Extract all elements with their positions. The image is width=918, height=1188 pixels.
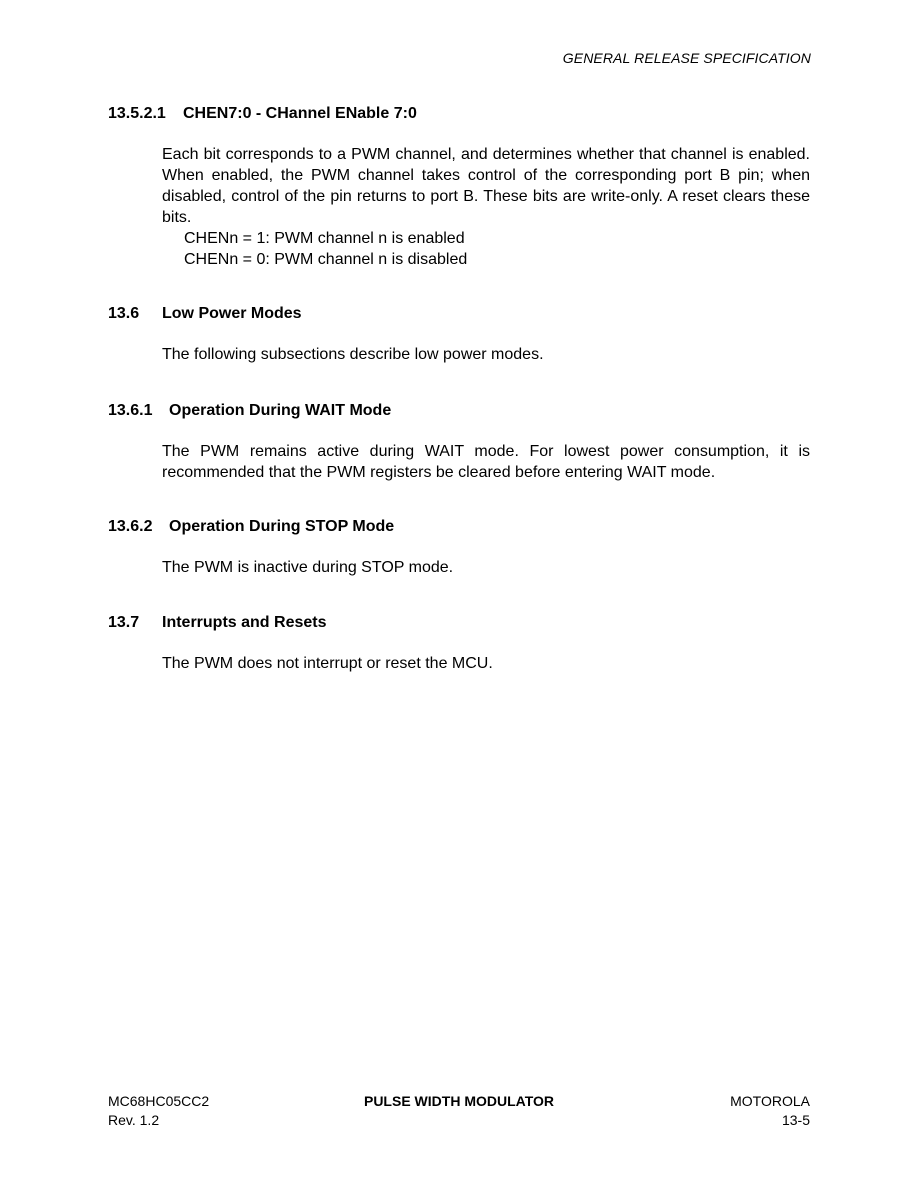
section-title: Interrupts and Resets	[162, 614, 327, 631]
section-number: 13.7	[108, 614, 140, 631]
section-heading-13-6	[108, 305, 302, 323]
running-header: GENERAL RELEASE SPECIFICATION	[562, 50, 811, 66]
paragraph: The PWM is inactive during STOP mode.	[162, 559, 454, 576]
section-number: 13.6	[108, 305, 140, 322]
section-title: Low Power Modes	[162, 305, 302, 322]
section-title: CHEN7:0 - CHannel ENable 7:0	[183, 105, 417, 122]
section-heading-13-6-1	[108, 402, 391, 420]
section-number: 13.5.2.1	[108, 105, 166, 122]
paragraph: The PWM remains active during WAIT mode. For lowest power consumption, it is recommended that the PWM registers be cleared before entering WAIT mode.	[162, 443, 810, 481]
page-number: 13-5	[781, 1112, 810, 1128]
definition-line: CHENn = 1: PWM channel n is enabled	[184, 230, 465, 247]
definition-line: CHENn = 0: PWM channel n is disabled	[184, 251, 468, 268]
section-number: 13.6.2	[108, 518, 153, 535]
section-title: Operation During STOP Mode	[169, 518, 395, 535]
revision: Rev. 1.2	[108, 1112, 160, 1128]
section-body-13-5-2-1	[162, 144, 810, 270]
part-number: MC68HC05CC2	[108, 1093, 210, 1109]
company-name: MOTOROLA	[730, 1093, 810, 1109]
paragraph: The following subsections describe low power modes.	[162, 346, 544, 363]
section-heading-13-6-2	[108, 518, 394, 536]
section-heading-13-5-2-1	[108, 105, 417, 123]
section-heading-13-7	[108, 614, 326, 632]
section-number: 13.6.1	[108, 402, 153, 419]
section-title: Operation During WAIT Mode	[169, 402, 392, 419]
footer-chapter-title: PULSE WIDTH MODULATOR	[363, 1093, 555, 1109]
paragraph: The PWM does not interrupt or reset the MCU.	[162, 655, 493, 672]
footer-right	[730, 1092, 810, 1130]
paragraph: Each bit corresponds to a PWM channel, and determines whether that channel is enabled. When enabled, the PWM channel takes control of the corresponding port B pin; when disabled, control of the pin returns to port B. These bits are write-only. A reset clears these bits.	[162, 146, 810, 226]
